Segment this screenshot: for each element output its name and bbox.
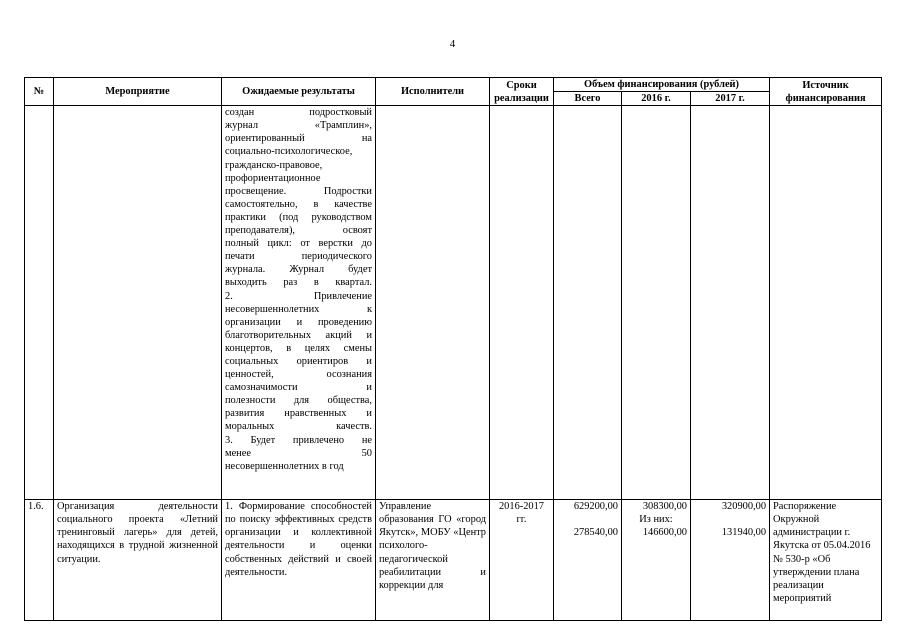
results-line: преподавателя), освоят [225, 225, 372, 237]
results-line: полный цикл: от верстки до [225, 238, 372, 250]
results-line: выходить раз в квартал. [225, 277, 372, 289]
source-text: Распоряжение Окружной администрации г. Якутска от 05.04.2016 № 530-р «Об утверждении плана реализации мероприятий [770, 500, 882, 621]
total-value: 629200,00 [573, 501, 618, 513]
results-line: благотворительных акций и [225, 329, 372, 341]
results-line: создан подростковый [225, 107, 372, 119]
results-text [225, 106, 372, 473]
results-line: печати периодического [225, 251, 372, 263]
results-line: менее 50 [225, 447, 372, 459]
header-row [25, 78, 882, 92]
header-2017: 2017 г. [691, 92, 770, 106]
results-line: концертов, в целях смены [225, 342, 372, 354]
cell-activity [54, 106, 222, 500]
cell-executors [376, 106, 490, 500]
results-line: несовершеннолетних в год [225, 460, 344, 472]
y2016-value-sub: 146600,00 [642, 527, 687, 539]
results-line: социально-психологическое, [225, 146, 353, 158]
header-dates: Сроки реализации [490, 78, 554, 106]
total-cell [554, 500, 622, 621]
results-line: организации и проведению [225, 316, 372, 328]
header-2016: 2016 г. [622, 92, 691, 106]
results-line: социальных ориентиров и [225, 355, 372, 367]
header-total: Всего [554, 92, 622, 106]
results-line: гражданско-правовое, [225, 159, 323, 171]
results-line: ценностей, осознания [225, 369, 372, 381]
executors-text: Управление образования ГО «город Якутск», МОБУ «Центр психолого-педагогической реабилитации и коррекции для [376, 500, 490, 621]
cell-source [770, 106, 882, 500]
results-line: полезности для общества, [225, 395, 372, 407]
dates-text: 2016-2017 гг. [490, 500, 554, 621]
table-row [25, 106, 882, 500]
header-source: Источник финансирования [770, 78, 882, 106]
results-text: 1. Формирование способностей по поиску эффективных средств организации и коллективной деятельности и оценки собственных действий и своей деятельности. [222, 500, 376, 621]
results-line: 2. Привлечение [225, 290, 372, 302]
cell-results [222, 106, 376, 500]
results-line: самозначимости и [225, 382, 372, 394]
header-results: Ожидаемые результаты [222, 78, 376, 106]
y2017-value-sub: 131940,00 [721, 527, 767, 539]
results-line: профориентационное [225, 172, 321, 184]
cell-2017 [691, 106, 770, 500]
results-line: развития нравственных и [225, 408, 372, 420]
program-table [24, 77, 882, 621]
row-number: 1.6. [25, 500, 54, 621]
cell-number [25, 106, 54, 500]
results-line: моральных качеств. [225, 421, 372, 433]
results-line: ориентированный на [225, 133, 372, 145]
y2016-note: Из них: [639, 514, 673, 526]
results-line: журнала. Журнал будет [225, 264, 372, 276]
page-number: 4 [449, 38, 456, 50]
header-number: № [25, 78, 54, 106]
y2016-value: 308300,00 [642, 501, 687, 513]
results-line: журнал «Трамплин», [225, 120, 372, 132]
header-funding: Объем финансирования (рублей) [554, 78, 770, 92]
activity-text: Организация деятельности социального проекта «Летний тренинговый лагерь» для детей, находящихся в трудной жизненной ситуации. [54, 500, 222, 621]
cell-total [554, 106, 622, 500]
y2017-cell [691, 500, 770, 621]
cell-2016 [622, 106, 691, 500]
results-line: самостоятельно, в качестве [225, 198, 372, 210]
y2017-value: 320900,00 [721, 501, 767, 513]
header-executors: Исполнители [376, 78, 490, 106]
cell-dates [490, 106, 554, 500]
results-line: 3. Будет привлечено не [225, 434, 372, 446]
y2016-cell [622, 500, 691, 621]
total-value-sub: 278540,00 [573, 527, 618, 539]
header-activity: Мероприятие [54, 78, 222, 106]
results-line: просвещение. Подростки [225, 185, 372, 197]
table-row [25, 500, 882, 621]
results-line: несовершеннолетних к [225, 303, 372, 315]
results-line: практики (под руководством [225, 211, 372, 223]
